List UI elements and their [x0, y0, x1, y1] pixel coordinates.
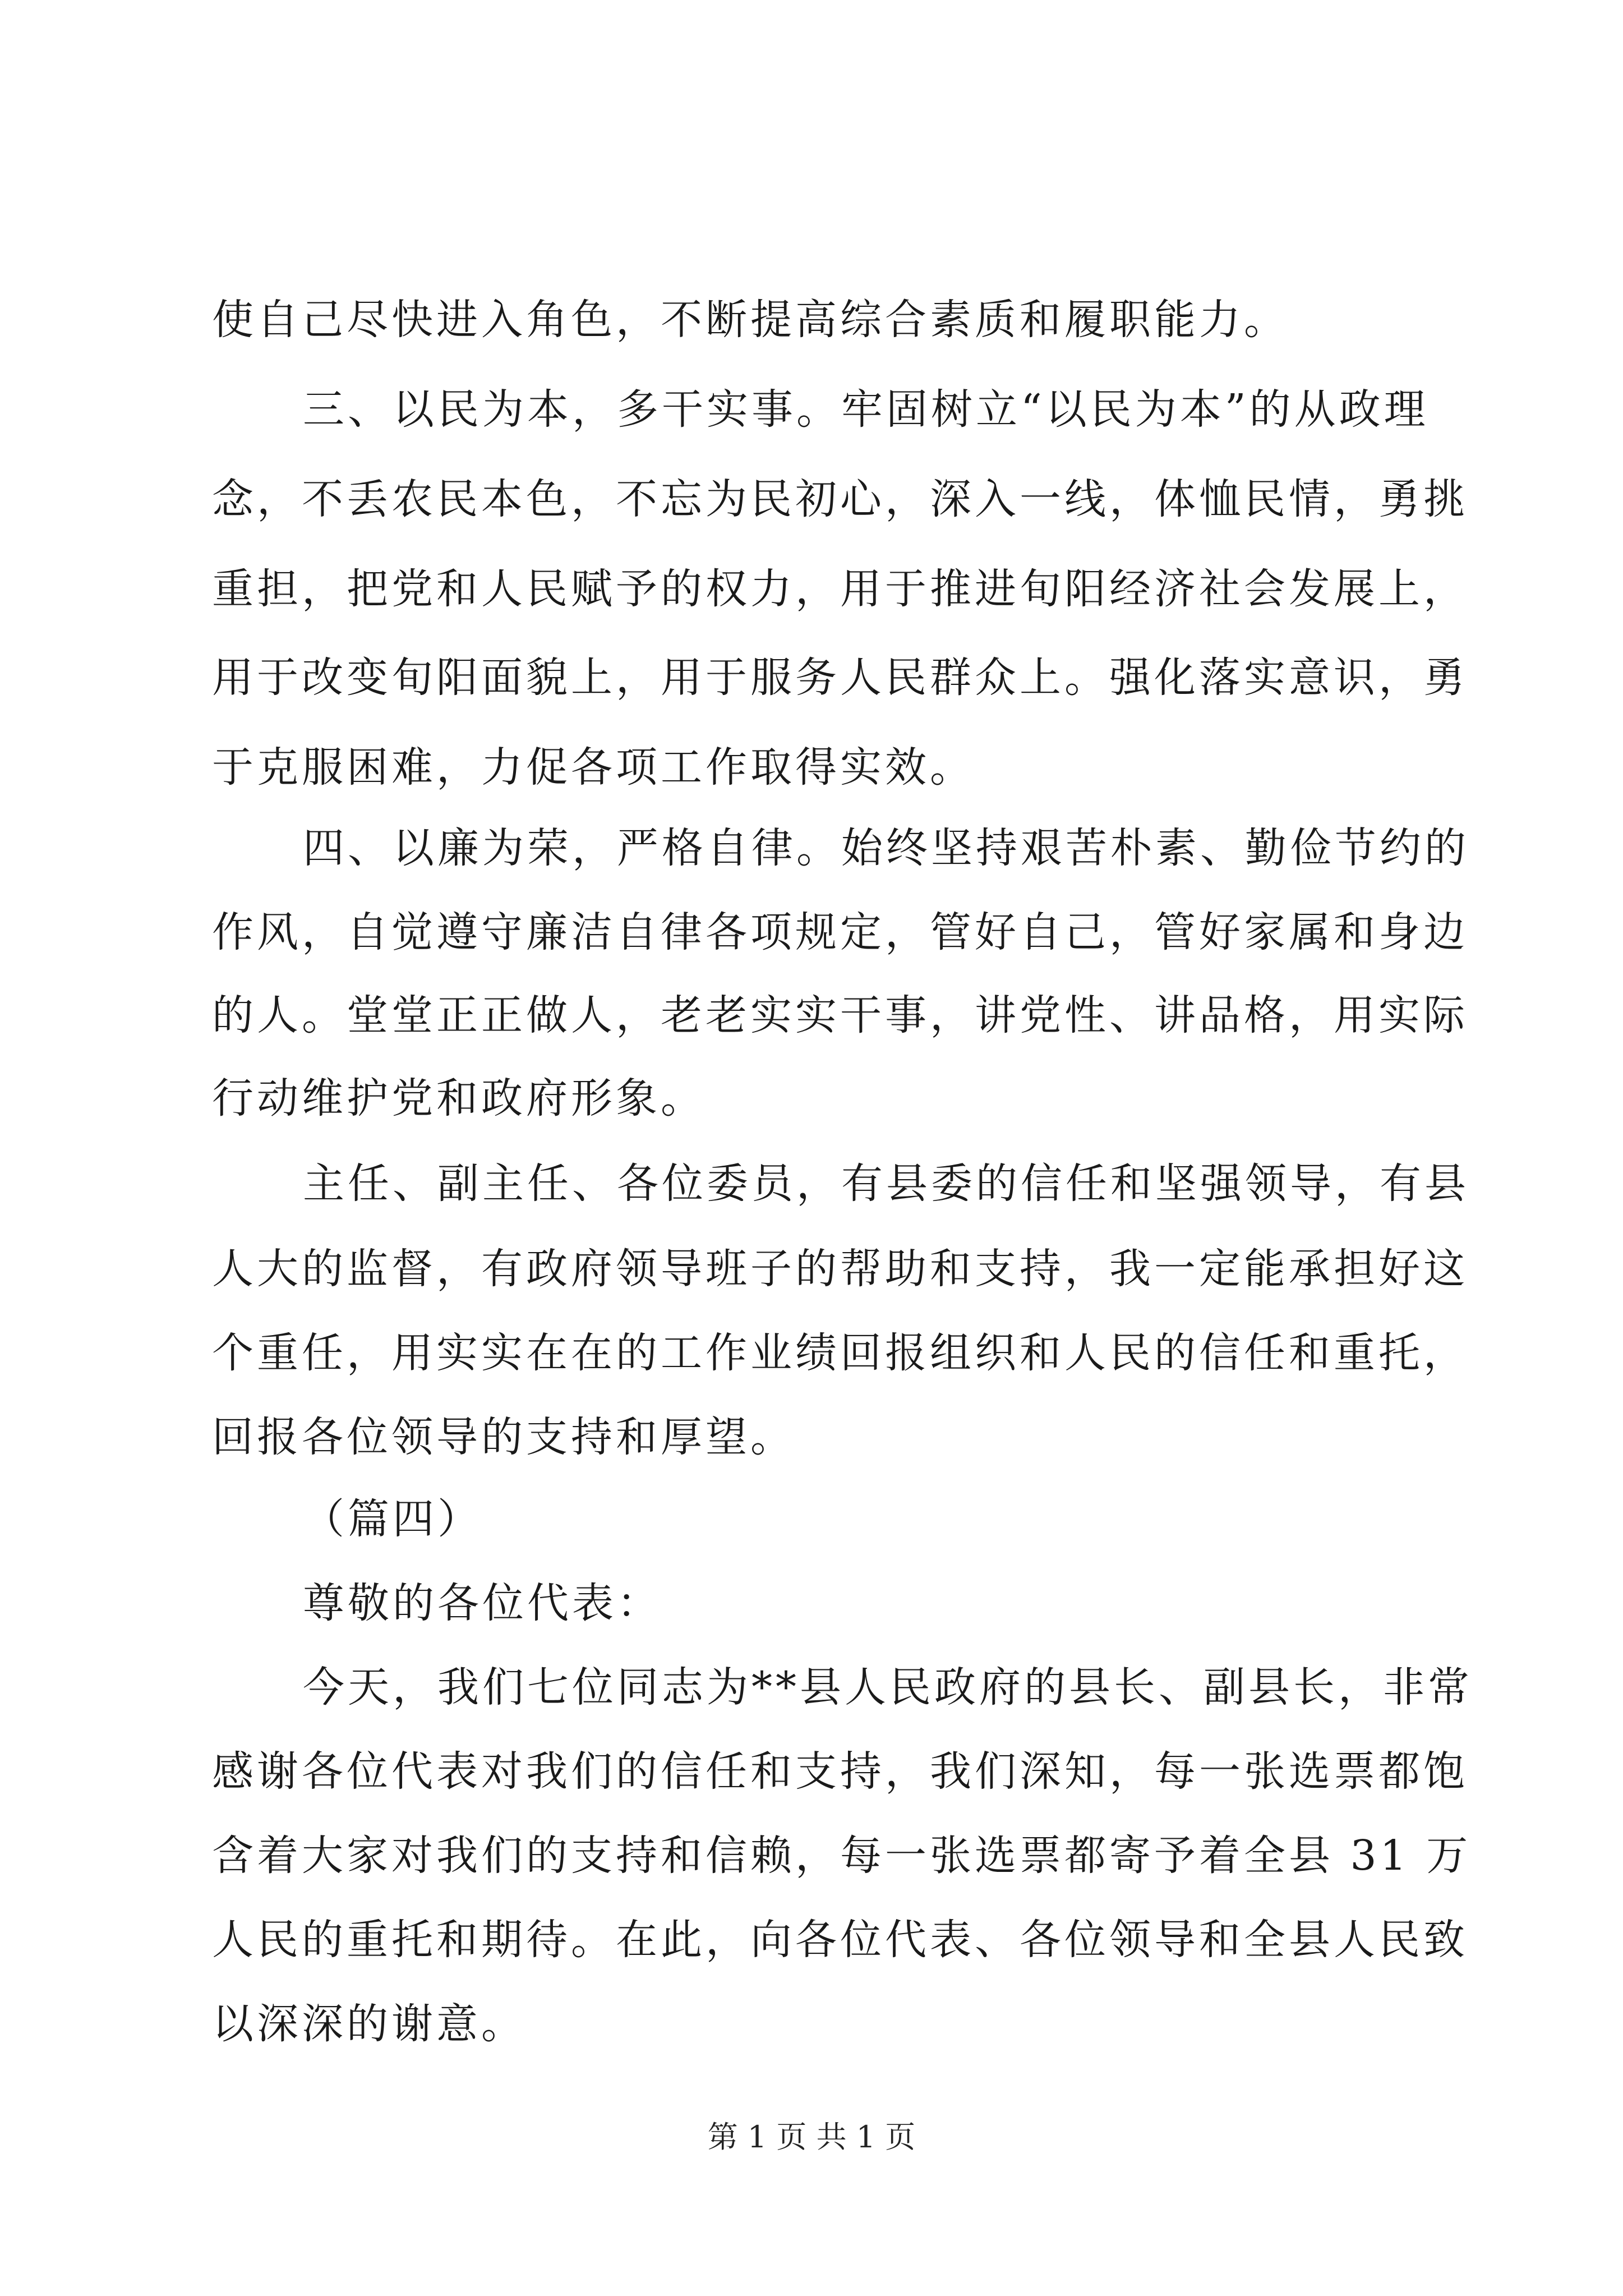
text-line: 个重任，用实实在在的工作业绩回报组织和人民的信任和重托，	[212, 1329, 1468, 1377]
text-line: 使自己尽快进入角色，不断提高综合素质和履职能力。	[212, 296, 1289, 344]
text-line: 回报各位领导的支持和厚望。	[212, 1413, 795, 1461]
text-line: 重担，把党和人民赋予的权力，用于推进旬阳经济社会发展上，	[212, 565, 1468, 613]
text-line: 四、以廉为荣，严格自律。始终坚持艰苦朴素、勤俭节约的	[303, 824, 1469, 872]
text-line: 今天，我们七位同志为**县人民政府的县长、副县长，非常	[303, 1663, 1473, 1711]
text-line: 主任、副主任、各位委员，有县委的信任和坚强领导，有县	[303, 1159, 1469, 1208]
text-line: 人大的监督，有政府领导班子的帮助和支持，我一定能承担好这	[212, 1245, 1468, 1293]
section-heading: （篇四）	[303, 1495, 482, 1543]
page-footer: 第 1 页 共 1 页	[707, 2119, 916, 2155]
text-line: 人民的重托和期待。在此，向各位代表、各位领导和全县人民致	[212, 1916, 1468, 1964]
salutation: 尊敬的各位代表：	[303, 1579, 662, 1627]
text-line: 以深深的谢意。	[212, 2000, 526, 2048]
text-line: 于克服困难，力促各项工作取得实效。	[212, 743, 975, 792]
text-line: 三、以民为本，多干实事。牢固树立“以民为本”的从政理	[303, 385, 1429, 434]
text-line: 感谢各位代表对我们的信任和支持，我们深知，每一张选票都饱	[212, 1747, 1468, 1796]
text-line: 念，不丢农民本色，不忘为民初心，深入一线，体恤民情，勇挑	[212, 475, 1468, 523]
text-line: 行动维护党和政府形象。	[212, 1074, 706, 1122]
text-line: 作风，自觉遵守廉洁自律各项规定，管好自己，管好家属和身边	[212, 908, 1468, 956]
text-line: 的人。堂堂正正做人，老老实实干事，讲党性、讲品格，用实际	[212, 991, 1468, 1039]
text-line: 含着大家对我们的支持和信赖，每一张选票都寄予着全县 31 万	[212, 1832, 1472, 1880]
text-line: 用于改变旬阳面貌上，用于服务人民群众上。强化落实意识，勇	[212, 654, 1468, 702]
